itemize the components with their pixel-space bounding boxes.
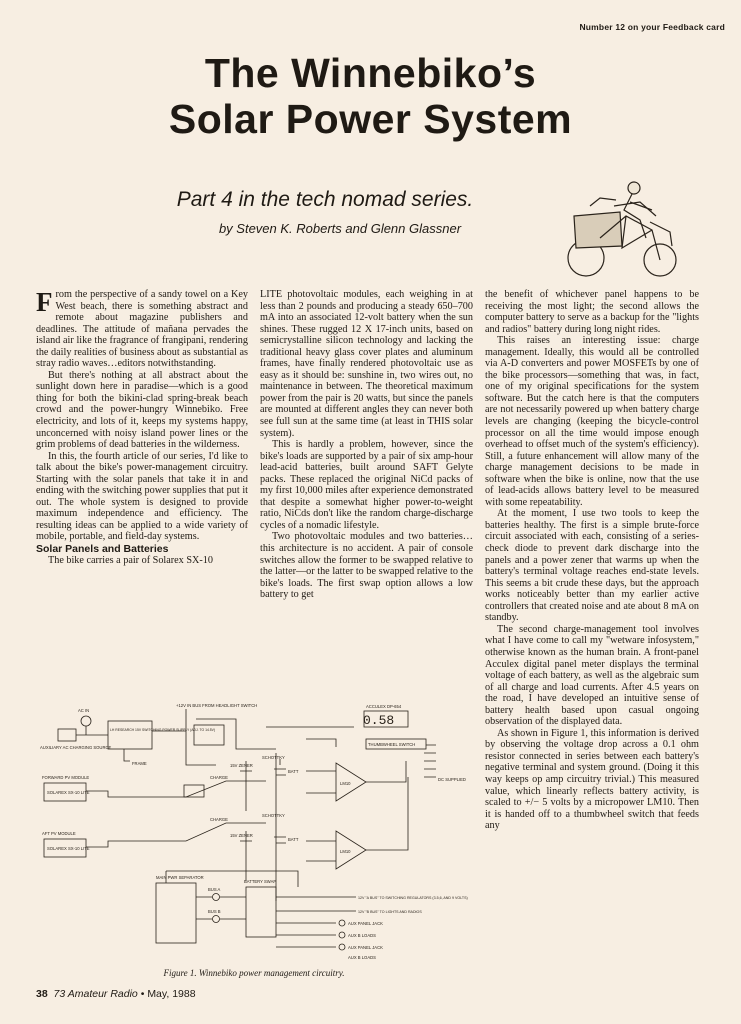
label-bus-b: BUS B — [208, 909, 221, 914]
column-1 — [36, 289, 248, 567]
label-lm10-a: LM10 — [340, 781, 351, 786]
magazine-name: 73 Amateur Radio — [53, 988, 138, 1000]
column-2 — [260, 289, 473, 601]
label-main-power: MAIN PWR SEPARATOR — [156, 875, 204, 880]
paragraph: The second charge-management tool involves what I have come to call my "wetware infosystem," otherwise known as the human brain. A front-panel Acculex digital panel meter displays the terminal voltage of each battery, as well as the algebraic sum of all charge and load currents. After 4.5 years on the road, I have developed an intuitive sense of battery health based upon casual ongoing observation of the displayed data. — [485, 623, 699, 728]
circuit-diagram — [36, 701, 472, 961]
paragraph: the benefit of whichever panel happens to be receiving the most light; the second allows the computer battery to serve as a backup for the "lights and radios" battery during long night rides. — [485, 289, 699, 335]
column-3 — [485, 289, 699, 832]
label-forward-module: FORWARD PV MODULE — [42, 775, 90, 780]
paragraph: This is hardly a problem, however, since the bike's loads are supported by a pair of six amp-hour lead-acid batteries, built around SAFT Gelyte packs. These replaced the original NiCd packs of my first 10,000 miles after experience demonstrated that despite a somewhat higher power-to-weight ratio, NiCds don't like the random charge-discharge cycles of a nomadic lifestyle. — [260, 439, 473, 531]
rear-pannier — [574, 212, 622, 248]
label-ac-in: AC IN — [78, 708, 90, 713]
paragraph: At the moment, I use two tools to keep the batteries healthy. The first is a simple brute-force circuit associated with each, consisting of a series-check diode to prevent dark discharge into the panels and a power zener that warms up when the battery's terminal voltage reaches end-state levels. This seems a bit crude these days, but the approach works noticeably better than my earlier active controllers that created noise and ate about 8 mA on standby. — [485, 508, 699, 624]
paragraph: As shown in Figure 1, this information is derived by observing the voltage drop across a 0.1 ohm resistor connected in series between each battery's negative terminal and system ground. (Doing it this way keeps op amp circuitry trivial.) This measured value, which linearly reflects battery activity, is scaled to +/− 5 volts by a micropower LM10. Then it is handed off to a thumbwheel switch that feeds any — [485, 727, 699, 832]
label-output-1: 12V "A BUS" TO SWITCHING REGULATORS (3.5,6, AND 9 VOLTS) — [358, 896, 468, 900]
paragraph: In this, the fourth article of our series, I'd like to talk about the bike's power-management circuitry. Starting with the solar panels that take it in and ending with the switching power supplies that put it out. The whole system is designed to provide maximum independence and efficiency. The resulting ideas can be applied to a wide variety of mobile, portable, and field-day systems. — [36, 450, 248, 543]
article-subtitle: Part 4 in the tech nomad series. — [176, 188, 474, 211]
page-footer — [36, 988, 196, 1000]
rider-head — [628, 182, 640, 194]
label-solarex-1: SOLAREX SX-10 LITE — [47, 790, 90, 795]
figure-caption: Figure 1. Winnebiko power management circuitry. — [163, 968, 345, 978]
label-charge-2: CHARGE — [210, 817, 228, 822]
title-line-1: The Winnebiko’s — [204, 50, 537, 96]
issue-date: May, 1988 — [147, 988, 196, 1000]
article-title — [0, 50, 741, 142]
label-thumbwheel: THUMBWHEEL SWITCH — [368, 742, 416, 747]
label-zener-1: 15V ZENER — [230, 763, 253, 768]
bicycle-rider-illustration — [560, 176, 690, 282]
label-aft-module: AFT PV MODULE — [42, 831, 76, 836]
battery-swap-switch — [246, 887, 276, 937]
label-frame: FRAME — [132, 761, 147, 766]
paragraph — [36, 289, 248, 370]
label-zener-2: 15V ZENER — [230, 833, 253, 838]
label-charge-1: CHARGE — [210, 775, 228, 780]
label-battery-swap: BATTERY SWAP — [244, 879, 277, 884]
section-heading: Solar Panels and Batteries — [36, 543, 169, 556]
paragraph: Two photovoltaic modules and two batteries… this architecture is no accident. A pair of console switches allow the former to be swapped relative to the latter—or the latter to be swapped relative to the bike's loads. The first swap option allows a low battery to get — [260, 531, 473, 601]
label-output-2: 12V "B BUS" TO LIGHTS AND RADIOS — [358, 910, 422, 914]
article-byline: by Steven K. Roberts and Glenn Glassner — [218, 221, 462, 236]
label-output-5: AUX PANEL JACK — [348, 945, 383, 950]
label-bus-a: BUS A — [208, 887, 221, 892]
label-schottky-2: SCHOTTKY — [262, 813, 285, 818]
paragraph: LITE photovoltaic modules, each weighing in at less than 2 pounds and producing a steady 650–700 mA into an associated 12-volt battery when the sun shines. These rugged 12 X 17-inch units, based on semicrystalline silicon technology and lacking the traditional heavy glass cover plates and aluminum frames, have finally rendered photovoltaic use as easy as it should be: sunshine in, two wires out, no maintenance in between. The theoretical maximum power from the pair is 20 watts, but since the panels are mounted at different angles they can never both see full sun at the same time (at least in THIS solar system). — [260, 289, 473, 439]
label-aux-source: AUXILIARY AC CHARGING SOURCE — [40, 745, 112, 750]
title-line-2: Solar Power System — [168, 96, 573, 142]
paragraph-text: rom the perspective of a sandy towel on a Key West beach, there is something abstract and remote about magazine publishers and deadlines. The attitude of mañana pervades the island air like the fragrance of frangipani, rendering the daily realities of business about as substantial as stray radio waves…editors notwithstanding. — [36, 289, 248, 370]
footer-separator: • — [140, 988, 145, 1000]
power-supply-box — [108, 721, 152, 749]
drop-cap: F — [36, 287, 53, 317]
feedback-note: Number 12 on your Feedback card — [579, 22, 725, 32]
page-number: 38 — [36, 988, 48, 1000]
label-power-supply: LH RESEARCH 15V SWITCHING POWER SUPPLY (ADJ. TO 14.5V) — [110, 728, 216, 732]
label-output-6: AUX B LOADS — [348, 955, 376, 960]
ac-source-box — [58, 729, 76, 741]
label-schottky-1: SCHOTTKY — [262, 755, 285, 760]
main-power-separator — [156, 883, 196, 943]
label-output-4: AUX B LOADS — [348, 933, 376, 938]
ac-meter-symbol — [81, 716, 91, 726]
label-solarex-2: SOLAREX SX-10 LITE — [47, 846, 90, 851]
label-headlight-switch: +12V IN BUS FROM HEADLIGHT SWITCH — [176, 703, 258, 708]
label-batt-1: BATT — [288, 769, 299, 774]
label-batt-2: BATT — [288, 837, 299, 842]
label-output-3: AUX PANEL JACK — [348, 921, 383, 926]
label-dc-supplied: DC SUPPLIED — [438, 777, 466, 782]
paragraph: The bike carries a pair of Solarex SX-10 — [48, 555, 213, 567]
paragraph: This raises an interesting issue: charge management. Ideally, this would all be controlled via A-D converters and power MOSFETs by one of the bike processors—something that was, in fact, one of my original specifications for the system software. But the catch here is that the computers are not necessarily powered up when battery charge levels are changing (keeping the bicycle-control processor on all the time would impose enough overhead to offset much of the system's efficiency). Still, a future enhancement will allow many of the charge management decisions to be made in software when the bike is online, now that the use of lead-acids allows battery level to be measured with some repeatability. — [485, 335, 699, 508]
label-acculex: ACCULEX DP-654 — [366, 704, 402, 709]
paragraph: But there's nothing at all abstract about the sunlight down here in paradise—which is a good thing for both the bikini-clad spring-break beach crowd and the power-hungry Winnebiko. Free electricity, and lots of it, keeps my systems happy, unconcerned with noisy island power lines or the grim problems of dead batteries in the wilderness. — [36, 369, 248, 451]
label-lm10-b: LM10 — [340, 849, 351, 854]
meter-display-value: 0.58 — [363, 713, 395, 728]
